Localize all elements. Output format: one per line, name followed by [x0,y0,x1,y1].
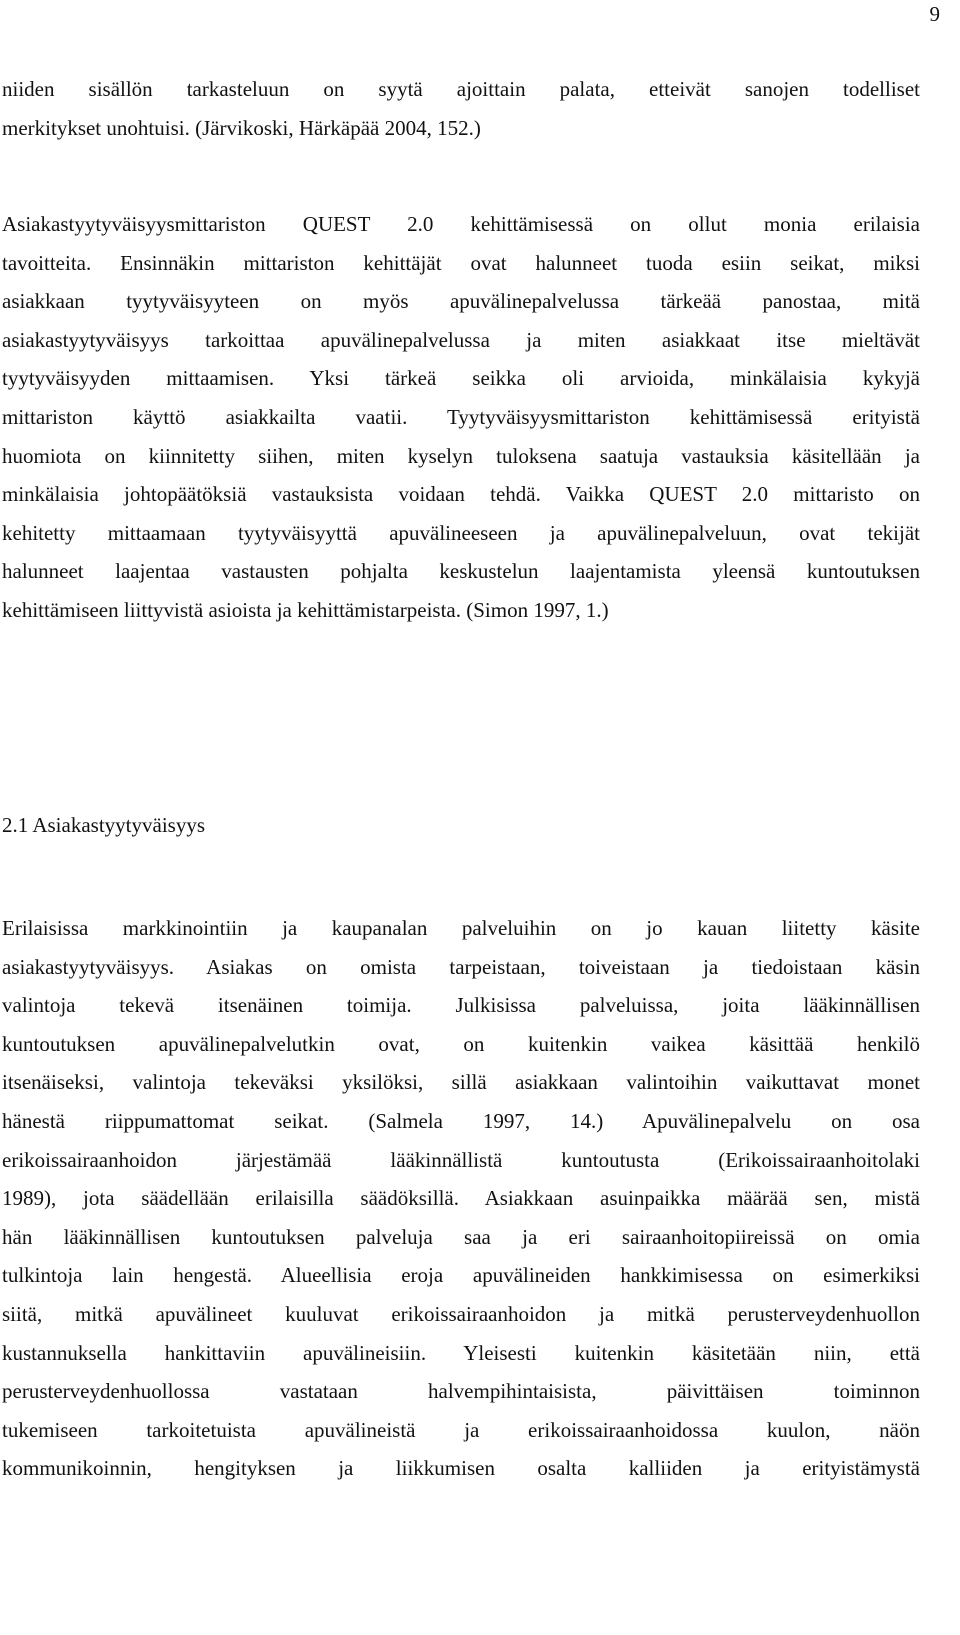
section-heading: 2.1 Asiakastyytyväisyys [2,813,205,837]
text-line: tulkintoja lain hengestä. Alueellisia eroja apuvälineiden hankkimisessa on esimerkiksi [2,1263,920,1288]
text-line: hän lääkinnällisen kuntoutuksen palveluja saa ja eri sairaanhoitopiireissä on omia [2,1224,920,1249]
text-line: tavoitteita. Ensinnäkin mittariston kehittäjät ovat halunneet tuoda esiin seikat, miksi [2,250,920,275]
text-line: merkitykset unohtuisi. (Järvikoski, Härkäpää 2004, 152.) [2,115,481,140]
text-line: kustannuksella hankittaviin apuvälineisiin. Yleisesti kuitenkin käsitetään niin, että [2,1340,920,1365]
text-line: 1989), jota säädellään erilaisilla säädöksillä. Asiakkaan asuinpaikka määrää sen, mistä [2,1186,920,1211]
paragraph-1 [2,70,920,147]
text-line: halunneet laajentaa vastausten pohjalta keskustelun laajentamista yleensä kuntoutuksen [2,559,920,584]
text-line: valintoja tekevä itsenäinen toimija. Julkisissa palveluissa, joita lääkinnällisen [2,993,920,1018]
text-line: asiakastyytyväisyys tarkoittaa apuvälinepalvelussa ja miten asiakkaat itse mieltävät [2,327,920,352]
page-number: 9 [929,2,940,26]
text-line: kehitetty mittaamaan tyytyväisyyttä apuvälineeseen ja apuvälinepalveluun, ovat tekijät [2,520,920,545]
text-line: niiden sisällön tarkasteluun on syytä ajoittain palata, etteivät sanojen todelliset [2,77,920,101]
paragraph-3 [2,909,920,1488]
text-line: minkälaisia johtopäätöksiä vastauksista voidaan tehdä. Vaikka QUEST 2.0 mittaristo on [2,482,920,507]
text-line: perusterveydenhuollossa vastataan halvempihintaisista, päivittäisen toiminnon [2,1379,920,1404]
text-line: itsenäiseksi, valintoja tekeväksi yksilöksi, sillä asiakkaan valintoihin vaikuttavat monet [2,1070,920,1095]
text-line: huomiota on kiinnitetty siihen, miten kyselyn tuloksena saatuja vastauksia käsitellään ja [2,443,920,468]
text-line: hänestä riippumattomat seikat. (Salmela 1997, 14.) Apuvälinepalvelu on osa [2,1108,920,1133]
text-line: erikoissairaanhoidon järjestämää lääkinnällistä kuntoutusta (Erikoissairaanhoitolaki [2,1147,920,1172]
text-line: asiakastyytyväisyys. Asiakas on omista tarpeistaan, toiveistaan ja tiedoistaan käsin [2,954,920,979]
text-line: mittariston käyttö asiakkailta vaatii. Tyytyväisyysmittariston kehittämisessä erityistä [2,404,920,429]
text-line: kommunikoinnin, hengityksen ja liikkumisen osalta kalliiden ja erityistämystä [2,1456,920,1481]
text-line: asiakkaan tyytyväisyyteen on myös apuvälinepalvelussa tärkeää panostaa, mitä [2,289,920,314]
text-line: kuntoutuksen apuvälinepalvelutkin ovat, on kuitenkin vaikea käsittää henkilö [2,1031,920,1056]
text-line: Erilaisissa markkinointiin ja kaupanalan palveluihin on jo kauan liitetty käsite [2,916,920,940]
text-line: tyytyväisyyden mittaamisen. Yksi tärkeä seikka oli arvioida, minkälaisia kykyjä [2,366,920,391]
text-line: Asiakastyytyväisyysmittariston QUEST 2.0 kehittämisessä on ollut monia erilaisia [2,212,920,236]
text-line: tukemiseen tarkoitetuista apuvälineistä ja erikoissairaanhoidossa kuulon, näön [2,1417,920,1442]
text-line: kehittämiseen liittyvistä asioista ja kehittämistarpeista. (Simon 1997, 1.) [2,597,609,622]
text-line: siitä, mitkä apuvälineet kuuluvat erikoissairaanhoidon ja mitkä perusterveydenhuollon [2,1301,920,1326]
paragraph-2 [2,205,920,630]
